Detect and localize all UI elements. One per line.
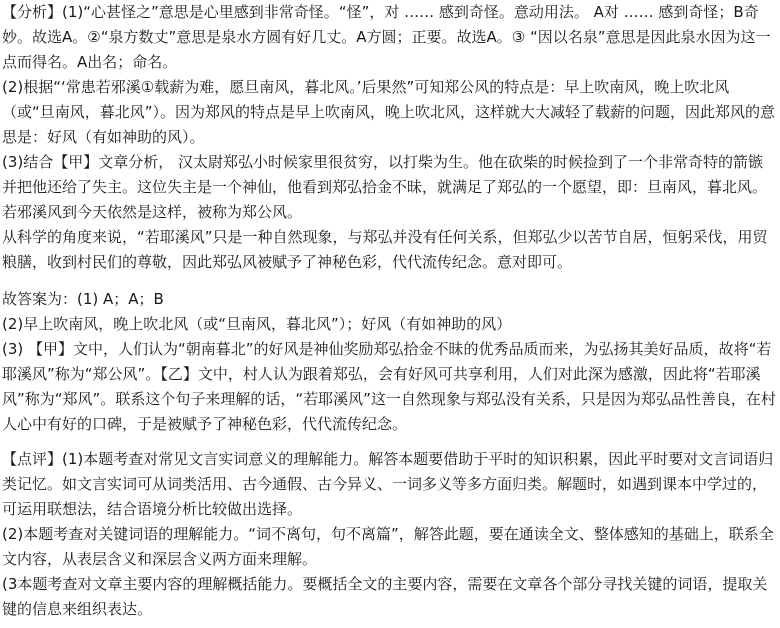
analysis-paragraph-4: 从科学的角度来说，“若耶溪风”只是一种自然现象，与郑弘并没有任何关系，但郑弘少以苦节自居，恒躬采伐，用贸粮膳，收到村民们的尊敬，因此郑弘风被赋予了神秘色彩，代代流传纪念。意对即可。 [2,228,768,271]
comment-paragraph-3: (3本题考查对文章主要内容的理解概括能力。要概括全文的主要内容，需要在文章各个部分寻找关键的词语，提取关键的信息来组织表达。 [2,575,768,618]
answer-paragraph-2: (2)早上吹南风，晚上吹北风（或“旦南风，暮北风”）；好风（有如神助的风） [2,315,512,333]
answer-paragraph-1: 故答案为：(1) A；A；B [2,290,164,308]
analysis-paragraph-3: (3)结合【甲】文章分析， 汉太尉郑弘小时候家里很贫穷，以打柴为生。他在砍柴的时候捡到了一个非常奇特的箭镞并把他还给了失主。这位失主是一个神仙，他看到郑弘拾金不昧，就满足了郑弘的一个愿望，即：旦南风，暮北风。 若邪溪风到今天依然是这样，被称为郑公风。 [2,153,768,221]
comment-paragraph-1: 【点评】(1)本题考查对常见文言实词意义的理解能力。解答本题要借助于平时的知识积累，因此平时要对文言词语归类记忆。如文言实词可从词类活用、古今通假、古今异义、一词多义等多方面归类。解题时，如遇到课本中学过的，可运用联想法，结合语境分析比较做出选择。 [2,450,774,518]
analysis-paragraph-1: 【分析】(1)“心甚怪之”意思是心里感到非常奇怪。“怪”，对 …… 感到奇怪。意动用法。 A对 …… 感到奇怪；B奇妙。故选A。②“泉方数丈”意思是泉水方圆有好几丈。A方圆；正要。故选A。③ “因以名泉”意思是因此泉水因为这一点而得名。A出名；命名。 [2,3,771,71]
answer-paragraph-3: (3) 【甲】文中，人们认为“朝南暮北”的好风是神仙奖励郑弘拾金不昧的优秀品质而来，为弘扬其美好品质，故将“若耶溪风”称为“郑公风”。【乙】文中，村人认为跟着郑弘，会有好风可共享利用，人们对此深为感激，因此将“若耶溪风”称为“郑风”。联系这个句子来理解的话，“若耶溪风”这一自然现象与郑弘没有关系，只是因为郑弘品性善良，在村人心中有好的口碑，于是被赋予了神秘色彩，代代流传纪念。 [2,340,776,433]
section-spacer [2,275,776,287]
document-body [2,0,776,622]
section-spacer [2,437,776,447]
comment-paragraph-2: (2)本题考查对关键词语的理解能力。“词不离句，句不离篇”，解答此题，要在通读全文、整体感知的基础上，联系全文内容，从表层含义和深层含义两方面来理解。 [2,525,774,568]
analysis-paragraph-2: (2)根据“‘常患若邪溪①载薪为难，愿旦南风，暮北风。’后果然”可知郑公风的特点是：早上吹南风，晚上吹北风（或“旦南风，暮北风”）。因为郑风的特点是早上吹南风，晚上吹北风，这样就大大减轻了载薪的问题，因此郑风的意思是：好风（有如神助的风）。 [2,78,776,146]
